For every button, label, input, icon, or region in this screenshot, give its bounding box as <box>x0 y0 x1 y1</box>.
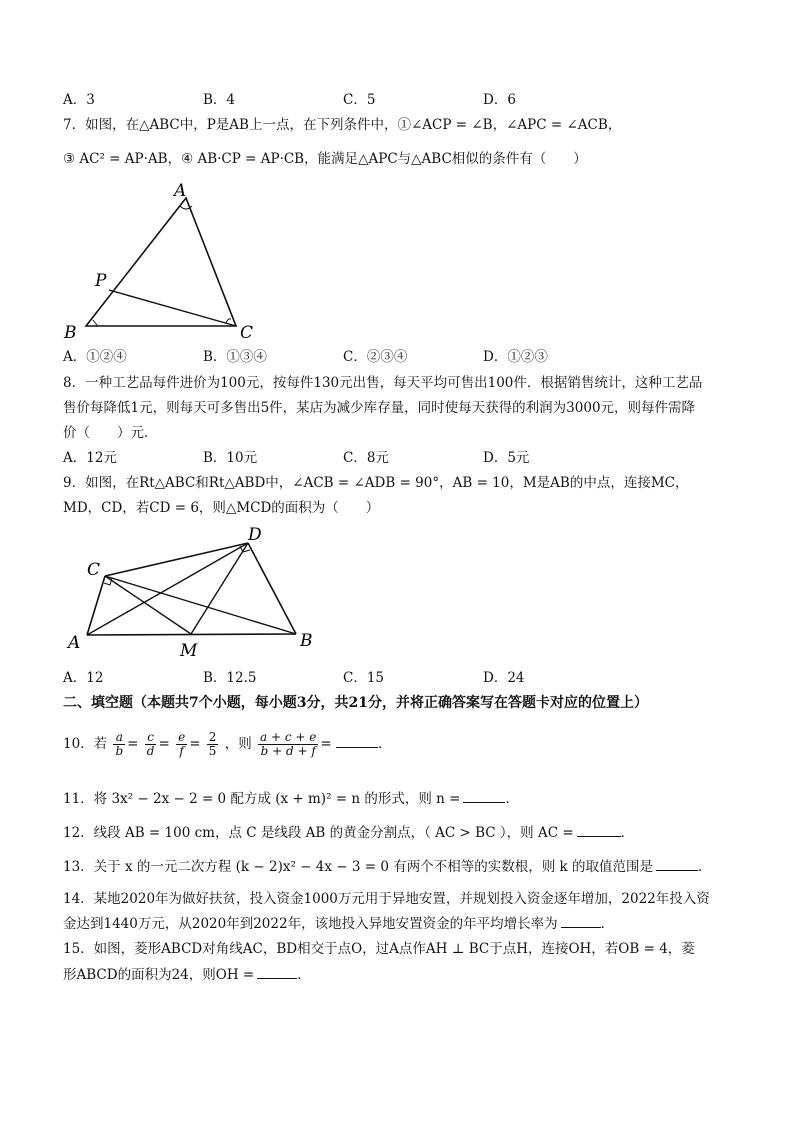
q15-text: 形ABCD的面积为24，则OH = <box>63 967 255 983</box>
q6-option-a: A．3 <box>63 92 95 108</box>
frac-den: f <box>179 744 184 758</box>
fraction-2-5 <box>207 731 219 758</box>
q7-option-a: A．①②④ <box>63 349 127 365</box>
q10-mid: ，则 <box>224 736 252 752</box>
q7-option-b: B．①③④ <box>203 349 267 365</box>
q9-figure <box>60 520 330 665</box>
q14-stem-line2 <box>63 913 614 934</box>
q12-text: 12．线段 AB = 100 cm，点 C 是线段 AB 的黄金分割点，（ AC > BC ），则 AC = <box>63 825 574 841</box>
q14-suffix: ． <box>600 916 615 932</box>
q13-stem <box>63 856 712 877</box>
q9-option-d: D．24 <box>483 670 525 686</box>
q6-option-d: D．6 <box>483 92 516 108</box>
q15-stem-line1: 15．如图，菱形ABCD对角线AC，BD相交于点O，过A点作AH ⊥ BC于点H，连接OH，若OB = 4，菱 <box>63 941 695 957</box>
q9-option-c: C．15 <box>343 670 385 686</box>
q9-stem-line1: 9．如图，在Rt△ABC和Rt△ABD中，∠ACB = ∠ADB = 90°，AB = 10，M是AB的中点，连接MC， <box>63 475 689 491</box>
q6-option-b: B．4 <box>203 92 236 108</box>
label-b: B <box>64 323 77 343</box>
q13-suffix: ． <box>698 859 712 875</box>
q9-stem-line2: MD，CD，若CD = 6，则△MCD的面积为（ ） <box>63 500 380 516</box>
q7-stem-line2: ③ AC² = AP·AB，④ AB·CP = AP·CB，能满足△APC与△ABC相似的条件有（ ） <box>63 151 587 167</box>
segment-pc <box>109 290 236 326</box>
q12-answer-blank[interactable] <box>577 822 621 837</box>
right-angle-c <box>104 578 112 585</box>
q13-answer-blank[interactable] <box>656 856 698 871</box>
label-c: C <box>87 560 101 580</box>
q7-option-d: D．①②③ <box>483 349 548 365</box>
q12-suffix: ． <box>620 825 635 841</box>
label-d: D <box>248 525 262 545</box>
segment-mc <box>105 576 191 634</box>
frac-den: b + d + f <box>260 744 316 758</box>
q7-stem-line1: 7．如图，在△ABC中，P是AB上一点，在下列条件中，①∠ACP = ∠B，∠APC = ∠ACB， <box>63 117 622 133</box>
fraction-e-f <box>176 731 187 758</box>
frac-num: c <box>145 731 157 745</box>
q11-text: 11．将 3x² − 2x − 2 = 0 配方成 (x + m)² = n 的形式，则 n = <box>63 791 461 807</box>
q8-option-a: A．12元 <box>63 450 117 466</box>
label-c: C <box>240 323 254 343</box>
q10-stem: 10．若 $\frac{a}{b}$ = $\frac{c}{d}$ = $\frac{e}{f}$ = $\frac{2}{5}$ ，则 $\frac{a + c + e}{b + d + f}$ = ． <box>63 730 392 758</box>
q13-text: 13．关于 x 的一元二次方程 (k − 2)x² − 4x − 3 = 0 有两个不相等的实数根，则 k 的取值范围是 <box>63 859 654 875</box>
q14-stem-line1: 14．某地2020年为做好扶贫，投入资金1000万元用于异地安置，并规划投入资金逐年增加，2022年投入资 <box>63 891 710 907</box>
frac-num: e <box>178 730 186 744</box>
fraction-c-d <box>145 731 157 758</box>
q9-option-b: B．12.5 <box>203 670 257 686</box>
q11-stem <box>63 788 519 809</box>
q8-option-d: D．5元 <box>483 450 530 466</box>
segment-ad <box>87 543 248 635</box>
q15-stem-line2 <box>63 964 311 985</box>
fraction-a-b <box>113 731 125 758</box>
frac-num: 2 <box>208 730 217 744</box>
q14-text: 金达到1440万元，从2020年到2022年，该地投入异地安置资金的年平均增长率为 <box>63 916 558 932</box>
fraction-sum <box>258 731 318 758</box>
segment-cd <box>105 543 248 576</box>
q6-option-c: C．5 <box>343 92 376 108</box>
frac-num: a + c + e <box>260 730 317 744</box>
q8-stem-line1: 8．一种工艺品每件进价为100元，按每件130元出售，每天平均可售出100件．根据销售统计，这种工艺品 <box>63 375 703 391</box>
q8-option-c: C．8元 <box>343 450 389 466</box>
q15-suffix: ． <box>297 967 311 983</box>
label-a: A <box>174 181 187 201</box>
q10-answer-blank[interactable] <box>336 733 378 748</box>
q9-option-a: A．12 <box>63 670 104 686</box>
q8-stem-line2: 售价每降低1元，则每天可多售出5件，某店为减少库存量，同时使每天获得的利润为3000元，则每件需降 <box>63 400 696 416</box>
q12-stem <box>63 822 634 843</box>
label-m: M <box>180 641 198 661</box>
q8-option-b: B．10元 <box>203 450 258 466</box>
segment-cb <box>105 576 296 634</box>
angle-mark-c <box>226 319 231 323</box>
section-heading-fill-in: 二、填空题（本题共7个小题，每小题3分，共21分，并将正确答案写在答题卡对应的位置上） <box>63 695 648 711</box>
label-a: A <box>68 633 81 653</box>
segment-md <box>191 543 248 634</box>
q7-option-c: C．②③④ <box>343 349 408 365</box>
segment-db <box>248 543 296 634</box>
label-b: B <box>300 631 313 651</box>
label-p: P <box>95 271 107 291</box>
q11-answer-blank[interactable] <box>463 788 505 803</box>
q11-suffix: ． <box>505 791 519 807</box>
triangle-abc <box>86 198 236 326</box>
frac-den: d <box>146 744 155 758</box>
q10-prefix: 10．若 <box>63 736 108 752</box>
frac-num: a <box>113 731 125 745</box>
frac-den: 5 <box>208 744 217 758</box>
frac-den: b <box>115 744 124 758</box>
angle-mark-b <box>93 320 98 326</box>
q14-answer-blank[interactable] <box>561 913 601 928</box>
q15-answer-blank[interactable] <box>257 964 297 979</box>
q8-stem-line3: 价（ ）元． <box>63 425 158 441</box>
q10-suffix: ． <box>377 736 392 752</box>
q7-triangle-figure <box>60 176 280 346</box>
